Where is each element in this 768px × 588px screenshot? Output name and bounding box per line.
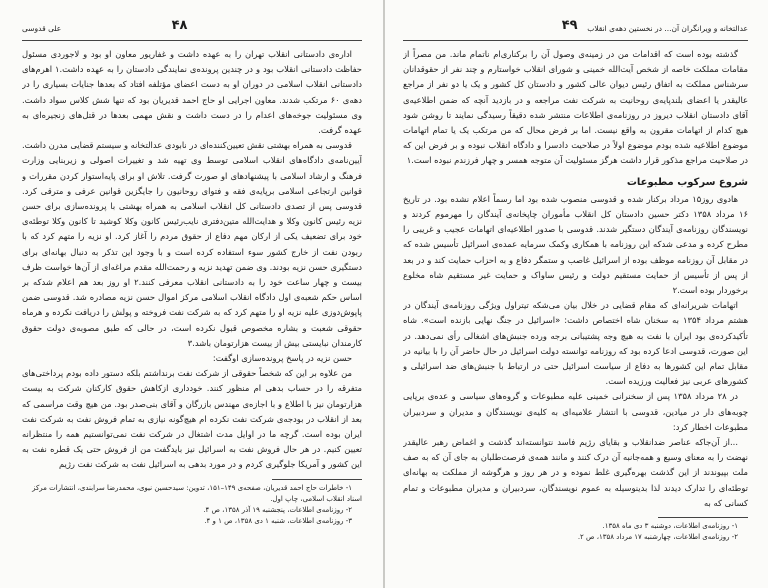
- left-paragraph: قدوسی به همراه بهشتی نقش تعیین‌کننده‌ای در نابودی عدالتخانه و سیستم قضایی مدرن داشت. آیین‌نامه‌ی دادگاه‌های انقلاب اسلامی توسط وی تهیه شد و تغییرات اصولی و زیربنایی وزارت فرهنگ و ارشاد اسلامی با پیشنهادهای او صورت گرفت. تلاش او برای پایه‌استوار کردن مقررات و قوانین ارتجاعی اسلامی برپایه‌ی فقه و فتوای روحانیون را جایگزین قوانین عرفی و مترقی کرد. قدوسی پس از تصدی دادستانی کل انقلاب اسلامی به همراه بهشتی با پرونده‌سازی برای حسن نزیه رئیس کانون وکلا و هدایت‌الله متین‌دفتری نایب‌رئیس کانون وکلا کوشید تا کانون وکلا توطئه‌ی خود برای تضعیف یکی از ارکان مهم دفاع از حقوق مردم را آغاز کرد. او نزیه را متهم کرد که با ربودن نفت از خارج کشور سوء استفاده کرده است و با وجود این تذکر به دنبال بهانه‌ای برای دستگیری حسن نزیه بودند. وی ضمن تهدید نزیه و رحمت‌الله مقدم مراغه‌ای از آن‌ها خواست ظرف بیست و چهار ساعت خود را به دادستانی انقلاب معرفی کنند.۲ او روز بعد هم اعلام شدکه بر اساس حکم شعبه‌ی اول دادگاه انقلاب اسلامی مرکز اموال حسن نزیه مصادره شد. قدوسی ضمن پاپوش‌دوزی علیه نزیه او را متهم کرد که به شرکت نفت فروخته و پولش را دریافت نکرده و هرماه حقوقی شعبت و بشاره مخصوص قبول نکرده است، در حالی که طبق مصوبه‌ی دولت حقوق کارمندان نبایستی بیش از بیست هزارتومان باشد.۳: [22, 140, 362, 348]
- right-quote: گذشته بوده است که اقدامات من در زمینه‌ی وصول آن را برکناری‌ام ناتمام ماند. من مصراً از مقامات مملکت خاصه از شخص آیت‌الله خمینی و شورای انقلاب خواستارم و چند نفر از حقوقدانان سرشناس مملکت به اتفاق رئیس دیوان عالی کشور و دادستان کل کشور و یک یا دو نفر از مراجع عالیقدر یا اعضای بلندپایه‌ی روحانیت به شرکت نفت مراجعه و در بازدید آنچه که ضمن اطلاعیه‌ی آقای دادستان انقلاب دیروز در روزنامه‌ی اطلاعات منتشر شده دقیقاً رسیدگی نمایند تا روشن شود هیچ کدام از اتهامات مقرون به واقع نیست. اما بر فرض محال که من مرتکب یک یا تمام اتهامات موضوع اطلاعیه شده بودم موضوع اولاً در صلاحیت دادسرا و دادگاه انقلاب نبوده و بر فرض این که در صلاحیت مراجع مذکور قرار داشت هرگز مسئولیت آن متوجه همسر و چهار فرزندم نبوده است.۱: [403, 49, 748, 166]
- right-page-body: [403, 47, 748, 543]
- left-footnote: ۳- روزنامه‌ی اطلاعات، شنبه ۱ دی ۱۳۵۸، ص ۱ و ۴.: [204, 516, 352, 525]
- left-footnote: ۱- خاطرات حاج احمد قدیریان، صفحه‌ی ۱۴۹–۱۵۱، تدوین: سیدحسین نیوی، محمدرضا سرابندی، انتشارات مرکز اسناد انقلاب اسلامی، چاپ اول.: [32, 483, 362, 503]
- right-footnote: ۱- روزنامه‌ی اطلاعات، دوشنبه ۳ دی ماه ۱۳۵۸.: [602, 522, 738, 531]
- right-footnote-rule: [658, 517, 748, 518]
- right-page-header: [403, 18, 748, 41]
- right-running-head: عدالتخانه و ویرانگران آن... در نخستین دهه‌ی انقلاب: [587, 24, 748, 33]
- right-paragraph: هادوی روز۱۵ مرداد برکنار شده و قدوسی منصوب شده بود اما رسماً اعلام نشده بود. در تاریخ ۱۶ مرداد ۱۳۵۸ دکتر حسین دادستان کل انقلاب مأموران چاپخانه‌ی آیندگان را مهرموم کردند و نویسندگان روزنامه‌ی آیندگان دستگیر شدند. قدوسی با صدور اطلاعیه‌ای اتهامات عجیب و غریبی را مطرح کرده و مدعی شدکه این روزنامه با همکاری وکمک سرمایه عمده‌ی اسرائیل تأسیس شده که در مقابل آن روزنامه موظف بوده از اسرائیل غاصب و ستمگر دفاع و به احزاب حمایت کند و در بعد از پس از تأسیس از حمایت مستقیم دولت و رئیس ساواک و حمایت غیر مستقیم شاه مخلوع برخوردار بوده است.۲: [403, 193, 748, 296]
- left-page-body: [22, 47, 362, 527]
- right-paragraph: در ۲۸ مرداد ۱۳۵۸ پس از سخنرانی خمینی علیه مطبوعات و گروه‌های سیاسی و عده‌ی برپایی چوبه‌های دار در میادین، قدوسی با انتشار علامیه‌ای به کلیه‌ی نویسندگان و مدیران و سردبیران مطبوعات اخطار کرد:: [403, 391, 748, 432]
- section-title: شروع سرکوب مطبوعات: [626, 176, 748, 188]
- left-footnote-rule: [272, 479, 362, 480]
- right-footnote: ۲- روزنامه‌ی اطلاعات، چهارشنبه ۱۷ مرداد ۱۳۵۸، ص ۲.: [577, 533, 738, 542]
- left-paragraph: اداره‌ی دادستانی انقلاب تهران را به عهده داشت و غفاریور معاون او بود و لاجوردی مسئول حفاظت دادستانی انقلاب بود و در چندین پرونده‌ی نمایندگی دادستان را به عهده داشت.۱ اهرم‌های دادستانی انقلاب اسلامی در دوران او به دست اعضای مؤتلفه افتاد که بعدها جنایات بسیاری را در دهه‌ی ۶۰ مرتکب شدند. معاون اجرایی او حاج احمد قدیریان بود که تنها شش کلاس سواد داشت. وی مسئولیت جوخه‌های اعدام را در دست داشت و نقش مهمی بعدها در قتل‌های زنجیره‌ای به عهده گرفت.: [22, 49, 362, 136]
- left-page-number: ۴۸: [171, 18, 188, 33]
- left-quote: من علاوه بر این که شخصاً حقوقی از شرکت نفت برنداشتم بلکه دستور داده بودم پرداختی‌های متفرقه را در حساب بدهی ام منظور کنند. خودداری ازکاهش حقوق کارکنان شرکت به بیست هزارتومان نیز با اطلاع و با اجازه‌ی مهندس بازرگان و آقای بنی‌صدر بود. من هیچ وقت مراسمی که بعد از انقلاب در بودجه‌ی شرکت نفت نکرده ام هیچ‌گونه نیازی به تمام فروش نفت به شرکت نفت ایران بوده است. گرچه ما در اوایل مدت اشتغال در شرکت نفت نمی‌توانستیم همه را منتظرانه تعیین کنیم. در هر حال فروش نفت به اسرائیل نیز بایدگفت من از فروش حتی یک قطره نفت به این کشور و آمریکا جلوگیری کردم و در مورد بدهی به اسرائیل نفت به شرکت نفت رژیم: [22, 368, 362, 470]
- left-running-head: علی قدوسی: [22, 24, 62, 33]
- left-footnote: ۲- روزنامه‌ی اطلاعات، پنجشنبه ۱۹ آذر ۱۳۵۸، ص ۴.: [203, 505, 352, 514]
- book-gutter: [383, 0, 385, 588]
- left-page-header: [22, 18, 362, 41]
- left-paragraph: حسن نزیه در پاسخ پرونده‌سازی اوگفت:: [212, 353, 352, 364]
- left-page: [22, 18, 362, 578]
- right-paragraph: اتهامات شریرانه‌ای که مقام قضایی در خلال بیان می‌شکه تیتراول ویژگی روزنامه‌ی آیندگان در هشتم مرداد ۱۳۵۴ به سخنان شاه اختصاص داشت: «اسرائیل در جنگ نهایی بازنده است». شاه تأکیدکرده‌ی بود ایران با نفت به هیچ وجه پشتیبانی برجه ورده جنبش‌های اشغالی رأی نمی‌دهد. در این صورت، قدوسی ادعا کرده بود که روزنامه توانسته دولت اسرائیل در حال حاضر آن را با بیانیه در مقابل تمام این کشورها به دفاع از سیاست اسرائیل حتی در ارتباط با جنبش‌های ضد اسرائیلی و کشورهای عربی نیز فعالیت ورزیده است.: [403, 300, 748, 387]
- right-quote: ...از آن‌جاکه عناصر ضدانقلاب و بقایای رژیم فاسد نتوانسته‌اند گذشت و اغماض رهبر عالیقدر نهضت را به معنای وسیع و همه‌جانبه آن درک کنند و مانند همه‌ی فرصت‌طلبان به جای آن که به صف ملت بپیوندند از این گذشت بهره‌گیری غلط نموده و در هر روز و هرگوشه از مملکت به بهانه‌ای توطئه‌ای را تدارک دیدند لذا بدینوسیله به عموم نویسندگان، سردبیران و مدیران مطبوعات و تمام کسانی که به: [403, 437, 748, 508]
- right-page: [403, 18, 748, 578]
- right-page-number: ۴۹: [561, 18, 578, 33]
